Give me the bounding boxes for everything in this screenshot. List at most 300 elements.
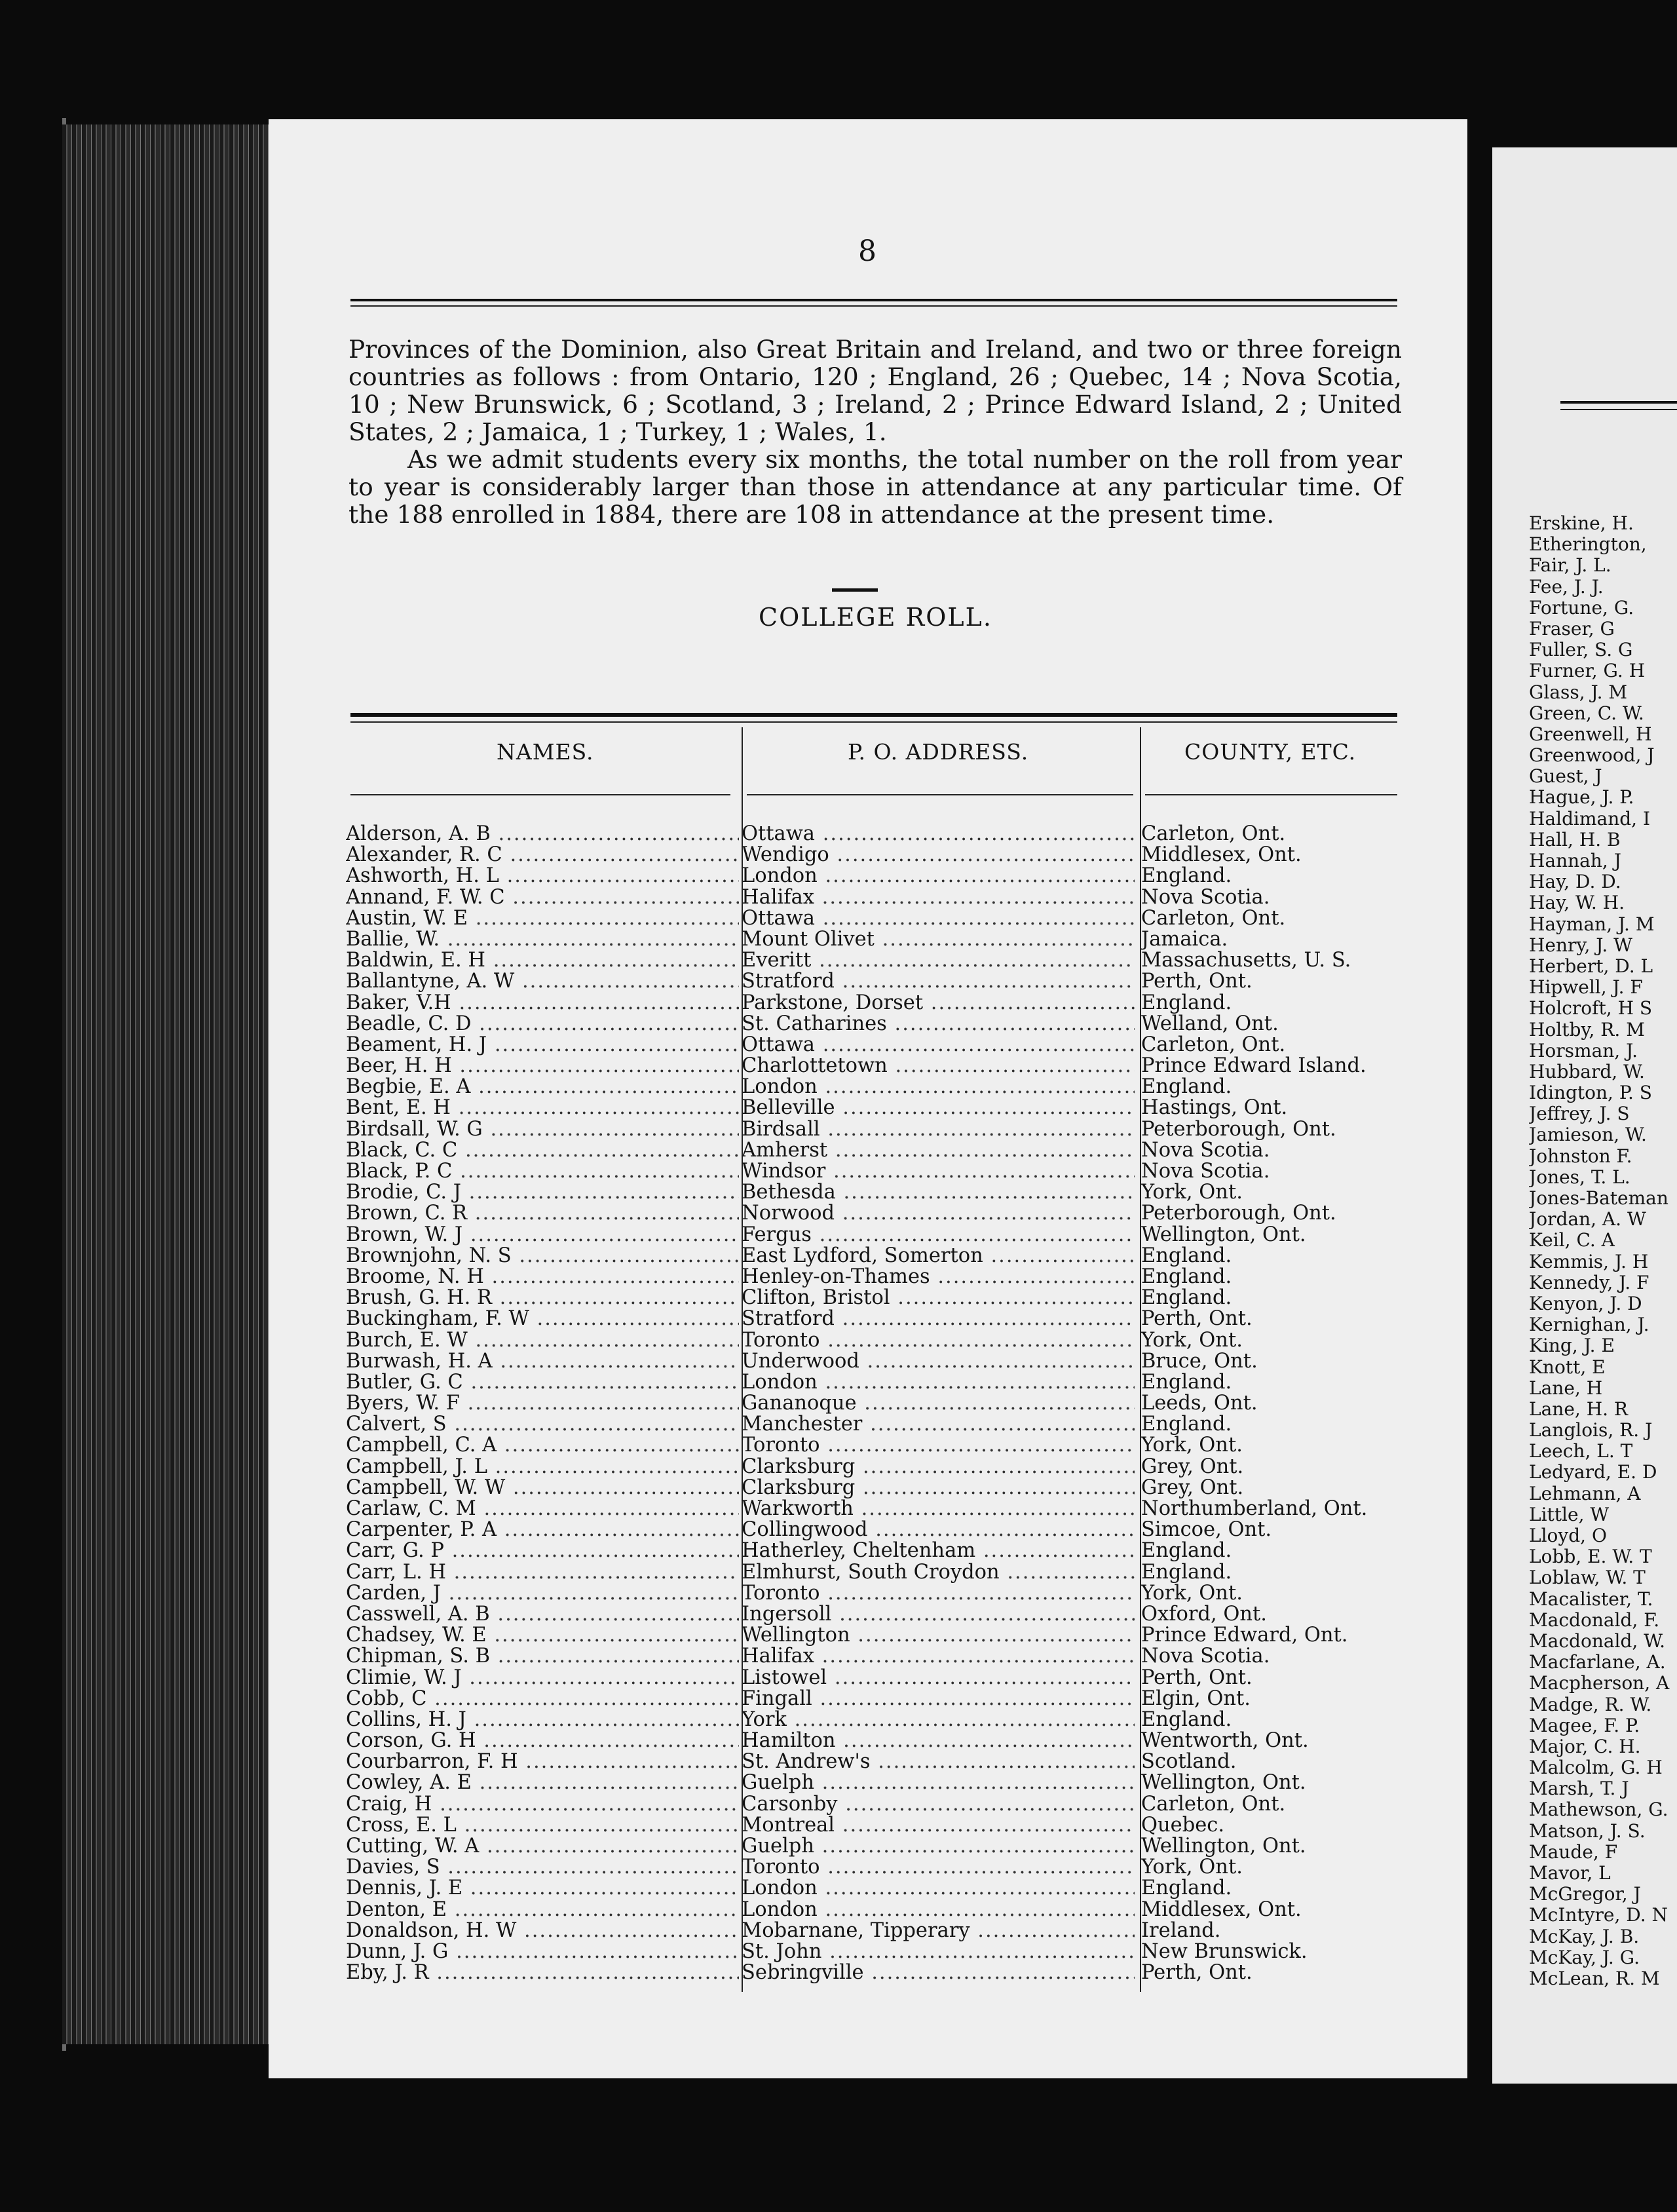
student-name: Ashworth, H. L .....	[346, 866, 739, 887]
po-address: Toronto .....	[742, 1583, 1135, 1604]
table-row	[341, 1920, 1402, 1941]
student-name: Denton, E .....	[346, 1899, 739, 1920]
po-address: Henley-on-Thames .....	[742, 1267, 1135, 1287]
facing-page-name: Macfarlane, A.	[1529, 1652, 1666, 1673]
student-name: Black, C. C .....	[346, 1140, 739, 1161]
facing-page-name: Mavor, L	[1529, 1863, 1611, 1884]
facing-page-rule	[1560, 401, 1677, 404]
student-name: Bent, E. H .....	[346, 1097, 739, 1118]
po-address: Toronto .....	[742, 1330, 1135, 1351]
facing-page-name: Lloyd, O	[1529, 1525, 1607, 1546]
facing-page-names	[1529, 513, 1677, 1989]
student-name: Dunn, J. G .....	[346, 1941, 739, 1962]
paragraph-2: As we admit students every six months, the total number on the roll from year to year is considerably larger than those in attendance at any particular time. Of the 188 enrolled in 1884, there are 108 in attendance at the present time.	[349, 445, 1402, 529]
facing-page-name: Lane, H	[1529, 1377, 1603, 1399]
table-row	[341, 1435, 1402, 1456]
facing-page-name: Kenyon, J. D	[1529, 1293, 1642, 1314]
college-roll-table	[341, 824, 1402, 1983]
table-row	[341, 1751, 1402, 1772]
facing-page-name: McIntyre, D. N	[1529, 1905, 1668, 1926]
facing-page-name: Ledyard, E. D	[1529, 1462, 1657, 1483]
student-name: Austin, W. E .....	[346, 908, 739, 929]
po-address: London .....	[742, 1899, 1135, 1920]
po-address: St. Andrew's .....	[742, 1751, 1135, 1772]
county: Nova Scotia.	[1141, 887, 1270, 908]
student-name: Brownjohn, N. S .....	[346, 1246, 739, 1267]
county: Wellington, Ont.	[1141, 1224, 1306, 1246]
po-address: Listowel .....	[742, 1668, 1135, 1688]
table-row	[341, 1878, 1402, 1899]
county: York, Ont.	[1141, 1582, 1243, 1604]
student-name: Campbell, W. W .....	[346, 1478, 739, 1498]
table-row	[341, 1267, 1402, 1287]
po-address: Fingall .....	[742, 1688, 1135, 1709]
student-name: Cutting, W. A .....	[346, 1836, 739, 1857]
facing-page-name: Haldimand, I	[1529, 808, 1651, 830]
facing-page-name: Erskine, H.	[1529, 513, 1634, 534]
facing-page-name: Matson, J. S.	[1529, 1820, 1646, 1842]
table-row	[341, 993, 1402, 1014]
table-row	[341, 1119, 1402, 1140]
table-row	[341, 1246, 1402, 1267]
county: Nova Scotia.	[1141, 1161, 1270, 1183]
po-address: Norwood .....	[742, 1203, 1135, 1224]
table-row	[341, 1519, 1402, 1540]
table-row	[341, 1161, 1402, 1182]
county: Leeds, Ont.	[1141, 1393, 1258, 1415]
facing-page-name: Lane, H. R	[1529, 1398, 1628, 1420]
table-row	[341, 1077, 1402, 1097]
table-top-rule	[350, 713, 1397, 717]
table-row	[341, 1583, 1402, 1604]
student-name: Eby, J. R .....	[346, 1962, 739, 1983]
table-row	[341, 1625, 1402, 1646]
student-name: Chadsey, W. E .....	[346, 1625, 739, 1646]
student-name: Dennis, J. E .....	[346, 1878, 739, 1899]
po-address: Manchester .....	[742, 1414, 1135, 1435]
facing-page-name: Guest, J	[1529, 766, 1602, 788]
student-name: Craig, H .....	[346, 1794, 739, 1815]
student-name: Calvert, S .....	[346, 1414, 739, 1435]
county: Massachusetts, U. S.	[1141, 950, 1351, 972]
po-address: Wendigo .....	[742, 845, 1135, 866]
page-stack	[62, 124, 272, 2044]
student-name: Cowley, A. E .....	[346, 1772, 739, 1793]
po-address: Toronto .....	[742, 1857, 1135, 1878]
facing-page-name: Hubbard, W.	[1529, 1061, 1645, 1082]
po-address: Charlottetown .....	[742, 1056, 1135, 1077]
facing-page-name: Keil, C. A	[1529, 1230, 1615, 1251]
table-row	[341, 1604, 1402, 1625]
county: Bruce, Ont.	[1141, 1350, 1258, 1372]
po-address: Mount Olivet .....	[742, 929, 1135, 950]
facing-page-name: Holcroft, H S	[1529, 998, 1653, 1020]
po-address: St. John .....	[742, 1941, 1135, 1962]
student-name: Campbell, C. A .....	[346, 1435, 739, 1456]
facing-page-name: Green, C. W.	[1529, 702, 1644, 724]
facing-page-name: Magee, F. P.	[1529, 1715, 1640, 1736]
county: Quebec.	[1141, 1814, 1225, 1837]
county: England.	[1141, 1371, 1232, 1394]
po-address: York .....	[742, 1709, 1135, 1730]
facing-page-name: Kemmis, J. H	[1529, 1251, 1649, 1272]
table-row	[341, 1182, 1402, 1203]
po-address: Ottawa .....	[742, 824, 1135, 845]
po-address: Hatherley, Cheltenham .....	[742, 1540, 1135, 1561]
student-name: Carr, G. P .....	[346, 1540, 739, 1561]
facing-page-name: Greenwood, J	[1529, 745, 1655, 767]
po-address: Amherst .....	[742, 1140, 1135, 1161]
po-address: Hamilton .....	[742, 1730, 1135, 1751]
po-address: Toronto .....	[742, 1435, 1135, 1456]
student-name: Campbell, J. L .....	[346, 1457, 739, 1478]
header-rule-thin	[350, 305, 1397, 307]
county: Scotland.	[1141, 1751, 1237, 1773]
facing-page-name: Furner, G. H	[1529, 660, 1646, 682]
table-row	[341, 1203, 1402, 1224]
student-name: Chipman, S. B .....	[346, 1646, 739, 1667]
page-number: 8	[858, 235, 876, 268]
student-name: Carden, J .....	[346, 1583, 739, 1604]
student-name: Broome, N. H .....	[346, 1267, 739, 1287]
county: England.	[1141, 1561, 1232, 1583]
po-address: Belleville .....	[742, 1097, 1135, 1118]
table-row	[341, 1772, 1402, 1793]
po-address: Clarksburg .....	[742, 1478, 1135, 1498]
facing-page-name: Idington, P. S	[1529, 1082, 1652, 1104]
facing-page-name: Fuller, S. G	[1529, 639, 1633, 661]
facing-page-name: Greenwell, H	[1529, 723, 1652, 745]
po-address: Gananoque .....	[742, 1393, 1135, 1414]
intro-text	[349, 335, 1402, 528]
county: England.	[1141, 992, 1232, 1014]
po-address: Sebringville .....	[742, 1962, 1135, 1983]
county: Northumberland, Ont.	[1141, 1498, 1368, 1520]
header-underline-names	[350, 794, 730, 795]
table-row	[341, 1457, 1402, 1478]
table-row	[341, 845, 1402, 866]
county: New Brunswick.	[1141, 1941, 1308, 1963]
table-row	[341, 1478, 1402, 1498]
facing-page-name: Fee, J. J.	[1529, 576, 1604, 598]
student-name: Begbie, E. A .....	[346, 1077, 739, 1097]
county: Perth, Ont.	[1141, 1667, 1253, 1688]
facing-page-name: Macdonald, W.	[1529, 1630, 1666, 1652]
header-underline-address	[747, 794, 1133, 795]
facing-page-name: Hall, H. B	[1529, 829, 1621, 850]
county: Simcoe, Ont.	[1141, 1519, 1272, 1541]
facing-page-name: Hannah, J	[1529, 850, 1621, 871]
po-address: Ingersoll .....	[742, 1604, 1135, 1625]
header-underline-county	[1145, 794, 1397, 795]
table-row	[341, 1562, 1402, 1583]
county: Prince Edward Island.	[1141, 1056, 1366, 1077]
student-name: Baker, V.H .....	[346, 993, 739, 1014]
facing-page-name: Jones-Bateman	[1529, 1188, 1668, 1209]
facing-page-name: Macdonald, F.	[1529, 1609, 1660, 1631]
table-row	[341, 1140, 1402, 1161]
facing-page-name: Malcolm, G. H	[1529, 1757, 1663, 1779]
po-address: Collingwood .....	[742, 1519, 1135, 1540]
table-row	[341, 1899, 1402, 1920]
county: Nova Scotia.	[1141, 1646, 1270, 1668]
facing-page-name: Loblaw, W. T	[1529, 1567, 1646, 1589]
student-name: Burwash, H. A .....	[346, 1351, 739, 1372]
facing-page-name: Henry, J. W	[1529, 934, 1632, 956]
po-address: Elmhurst, South Croydon .....	[742, 1562, 1135, 1583]
po-address: London .....	[742, 1077, 1135, 1097]
county: York, Ont.	[1141, 1182, 1243, 1204]
facing-page-name: Glass, J. M	[1529, 681, 1628, 703]
po-address: Mobarnane, Tipperary .....	[742, 1920, 1135, 1941]
table-top-rule-thin	[350, 721, 1397, 723]
facing-page-name: Jordan, A. W	[1529, 1209, 1646, 1230]
facing-page-name: Macpherson, A	[1529, 1673, 1670, 1694]
county: England.	[1141, 1540, 1232, 1562]
county: Carleton, Ont.	[1141, 1793, 1286, 1815]
county: England.	[1141, 1709, 1232, 1731]
county: Middlesex, Ont.	[1141, 845, 1302, 866]
table-row	[341, 1056, 1402, 1077]
student-name: Beament, H. J .....	[346, 1035, 739, 1056]
po-address: St. Catharines .....	[742, 1014, 1135, 1035]
po-address: Wellington .....	[742, 1625, 1135, 1646]
student-name: Ballie, W. .....	[346, 929, 739, 950]
po-address: London .....	[742, 866, 1135, 887]
table-row	[341, 1498, 1402, 1519]
student-name: Alderson, A. B .....	[346, 824, 739, 845]
po-address: Stratford .....	[742, 971, 1135, 992]
facing-page-name: Fair, J. L.	[1529, 555, 1611, 577]
po-address: London .....	[742, 1372, 1135, 1393]
student-name: Climie, W. J .....	[346, 1668, 739, 1688]
po-address: Ottawa .....	[742, 908, 1135, 929]
county: Elgin, Ont.	[1141, 1688, 1251, 1709]
po-address: Clarksburg .....	[742, 1457, 1135, 1478]
table-row	[341, 1287, 1402, 1308]
student-name: Butler, G. C .....	[346, 1372, 739, 1393]
student-name: Beer, H. H .....	[346, 1056, 739, 1077]
county: Nova Scotia.	[1141, 1139, 1270, 1162]
po-address: Parkstone, Dorset .....	[742, 993, 1135, 1014]
county: Wentworth, Ont.	[1141, 1730, 1309, 1752]
facing-page-name: Hipwell, J. F	[1529, 977, 1643, 999]
po-address: Montreal .....	[742, 1815, 1135, 1836]
student-name: Black, P. C .....	[346, 1161, 739, 1182]
student-name: Alexander, R. C .....	[346, 845, 739, 866]
student-name: Burch, E. W .....	[346, 1330, 739, 1351]
po-address: Stratford .....	[742, 1308, 1135, 1329]
table-row	[341, 908, 1402, 929]
county: Wellington, Ont.	[1141, 1836, 1306, 1858]
student-name: Ballantyne, A. W .....	[346, 971, 739, 992]
county: Perth, Ont.	[1141, 1962, 1253, 1984]
po-address: Underwood .....	[742, 1351, 1135, 1372]
student-name: Byers, W. F .....	[346, 1393, 739, 1414]
county: Perth, Ont.	[1141, 971, 1253, 993]
student-name: Carlaw, C. M .....	[346, 1498, 739, 1519]
po-address: Clifton, Bristol .....	[742, 1287, 1135, 1308]
table-row	[341, 824, 1402, 845]
county: Carleton, Ont.	[1141, 824, 1286, 845]
facing-page-name: Etherington,	[1529, 534, 1647, 556]
table-row	[341, 1035, 1402, 1056]
county: England.	[1141, 1077, 1232, 1098]
student-name: Courbarron, F. H .....	[346, 1751, 739, 1772]
po-address: Birdsall .....	[742, 1119, 1135, 1140]
county: Grey, Ont.	[1141, 1456, 1244, 1478]
facing-page-name: Fortune, G.	[1529, 597, 1634, 619]
student-name: Davies, S .....	[346, 1857, 739, 1878]
table-row	[341, 1308, 1402, 1329]
table-row	[341, 1941, 1402, 1962]
county: Middlesex, Ont.	[1141, 1899, 1302, 1920]
section-divider	[832, 588, 878, 592]
county: England.	[1141, 1245, 1232, 1267]
student-name: Cobb, C .....	[346, 1688, 739, 1709]
facing-page-name: Fraser, G	[1529, 618, 1615, 639]
facing-page-name: Madge, R. W.	[1529, 1694, 1652, 1715]
student-name: Beadle, C. D .....	[346, 1014, 739, 1035]
facing-page-name: Lehmann, A	[1529, 1483, 1641, 1504]
table-row	[341, 1393, 1402, 1414]
table-row	[341, 1668, 1402, 1688]
student-name: Collins, H. J .....	[346, 1709, 739, 1730]
po-address: East Lydford, Somerton .....	[742, 1246, 1135, 1267]
county: Peterborough, Ont.	[1141, 1203, 1336, 1225]
facing-page-name: Hay, D. D.	[1529, 871, 1621, 893]
facing-page-name: McKay, J. B.	[1529, 1926, 1640, 1947]
facing-page-name: Horsman, J.	[1529, 1040, 1638, 1061]
table-row	[341, 929, 1402, 950]
table-row	[341, 1962, 1402, 1983]
student-name: Donaldson, H. W .....	[346, 1920, 739, 1941]
facing-page-name: Maude, F	[1529, 1841, 1618, 1863]
county: Carleton, Ont.	[1141, 907, 1286, 929]
student-name: Brown, W. J .....	[346, 1225, 739, 1246]
column-header-names: NAMES.	[497, 739, 594, 765]
county: England.	[1141, 866, 1232, 887]
county: Ireland.	[1141, 1920, 1221, 1941]
county: Prince Edward, Ont.	[1141, 1625, 1348, 1647]
table-row	[341, 1646, 1402, 1667]
table-row	[341, 1351, 1402, 1372]
facing-page-name: Hague, J. P.	[1529, 787, 1634, 809]
county: York, Ont.	[1141, 1857, 1243, 1878]
county: York, Ont.	[1141, 1329, 1243, 1351]
county: England.	[1141, 1414, 1232, 1436]
facing-page-name: Major, C. H.	[1529, 1736, 1641, 1757]
header-rule	[350, 299, 1397, 301]
po-address: Guelph .....	[742, 1772, 1135, 1793]
facing-page-name: Holtby, R. M	[1529, 1019, 1645, 1040]
po-address: Windsor .....	[742, 1161, 1135, 1182]
facing-page-name: Jones, T. L.	[1529, 1166, 1630, 1188]
table-row	[341, 866, 1402, 887]
po-address: Carsonby .....	[742, 1794, 1135, 1815]
po-address: Warkworth .....	[742, 1498, 1135, 1519]
column-header-address: P. O. ADDRESS.	[848, 739, 1029, 765]
county: England.	[1141, 1266, 1232, 1288]
student-name: Brown, C. R .....	[346, 1203, 739, 1224]
county: Hastings, Ont.	[1141, 1097, 1288, 1119]
table-row	[341, 1225, 1402, 1246]
table-row	[341, 950, 1402, 971]
student-name: Cross, E. L .....	[346, 1815, 739, 1836]
county: Welland, Ont.	[1141, 1013, 1279, 1035]
facing-page-name: Hay, W. H.	[1529, 892, 1625, 914]
facing-page-name: Little, W	[1529, 1504, 1610, 1525]
table-row	[341, 1014, 1402, 1035]
facing-page-name: Jamieson, W.	[1529, 1124, 1647, 1146]
po-address: Halifax .....	[742, 887, 1135, 908]
table-row	[341, 1857, 1402, 1878]
po-address: Guelph .....	[742, 1836, 1135, 1857]
facing-page-name: Langlois, R. J	[1529, 1420, 1653, 1441]
section-title: COLLEGE ROLL.	[759, 603, 992, 632]
table-row	[341, 1815, 1402, 1836]
facing-page-name: Macalister, T.	[1529, 1588, 1653, 1610]
county: England.	[1141, 1878, 1232, 1899]
facing-page-name: Kennedy, J. F	[1529, 1272, 1649, 1293]
student-name: Annand, F. W. C .....	[346, 887, 739, 908]
student-name: Buckingham, F. W .....	[346, 1308, 739, 1329]
county: Grey, Ont.	[1141, 1477, 1244, 1499]
facing-page-name: Marsh, T. J	[1529, 1778, 1629, 1800]
facing-page-name: King, J. E	[1529, 1335, 1615, 1357]
table-row	[341, 1540, 1402, 1561]
facing-page-rule-thin	[1560, 409, 1677, 410]
table-row	[341, 1688, 1402, 1709]
student-name: Carr, L. H .....	[346, 1562, 739, 1583]
column-header-county: COUNTY, ETC.	[1184, 739, 1357, 765]
student-name: Brush, G. H. R .....	[346, 1287, 739, 1308]
facing-page-name: Jeffrey, J. S	[1529, 1103, 1630, 1125]
county: Peterborough, Ont.	[1141, 1118, 1336, 1140]
table-row	[341, 971, 1402, 992]
facing-page-name: Mathewson, G.	[1529, 1799, 1668, 1821]
po-address: Everitt .....	[742, 950, 1135, 971]
county: Perth, Ont.	[1141, 1308, 1253, 1330]
paragraph-1: Provinces of the Dominion, also Great Britain and Ireland, and two or three foreign countries as follows : from Ontario, 120 ; England, 26 ; Quebec, 14 ; Nova Scotia, 10 ; New Brunswick, 6 ; Scotland, 3 ; Ireland, 2 ; Prince Edward Island, 2 ; United States, 2 ; Jamaica, 1 ; Turkey, 1 ; Wales, 1.	[349, 335, 1402, 446]
county: Oxford, Ont.	[1141, 1603, 1267, 1626]
student-name: Casswell, A. B .....	[346, 1604, 739, 1625]
county: England.	[1141, 1287, 1232, 1309]
table-row	[341, 1730, 1402, 1751]
table-row	[341, 1836, 1402, 1857]
table-row	[341, 887, 1402, 908]
table-row	[341, 1709, 1402, 1730]
table-row	[341, 1372, 1402, 1393]
county: Jamaica.	[1141, 928, 1228, 951]
student-name: Brodie, C. J .....	[346, 1182, 739, 1203]
po-address: Ottawa .....	[742, 1035, 1135, 1056]
po-address: Fergus .....	[742, 1225, 1135, 1246]
table-row	[341, 1097, 1402, 1118]
table-row	[341, 1330, 1402, 1351]
facing-page-name: Hayman, J. M	[1529, 913, 1655, 935]
county: Carleton, Ont.	[1141, 1034, 1286, 1056]
county: Wellington, Ont.	[1141, 1772, 1306, 1794]
po-address: London .....	[742, 1878, 1135, 1899]
po-address: Bethesda .....	[742, 1182, 1135, 1203]
facing-page-name: McGregor, J	[1529, 1884, 1641, 1905]
table-row	[341, 1414, 1402, 1435]
student-name: Birdsall, W. G .....	[346, 1119, 739, 1140]
po-address: Halifax .....	[742, 1646, 1135, 1667]
county: York, Ont.	[1141, 1435, 1243, 1457]
table-row	[341, 1794, 1402, 1815]
